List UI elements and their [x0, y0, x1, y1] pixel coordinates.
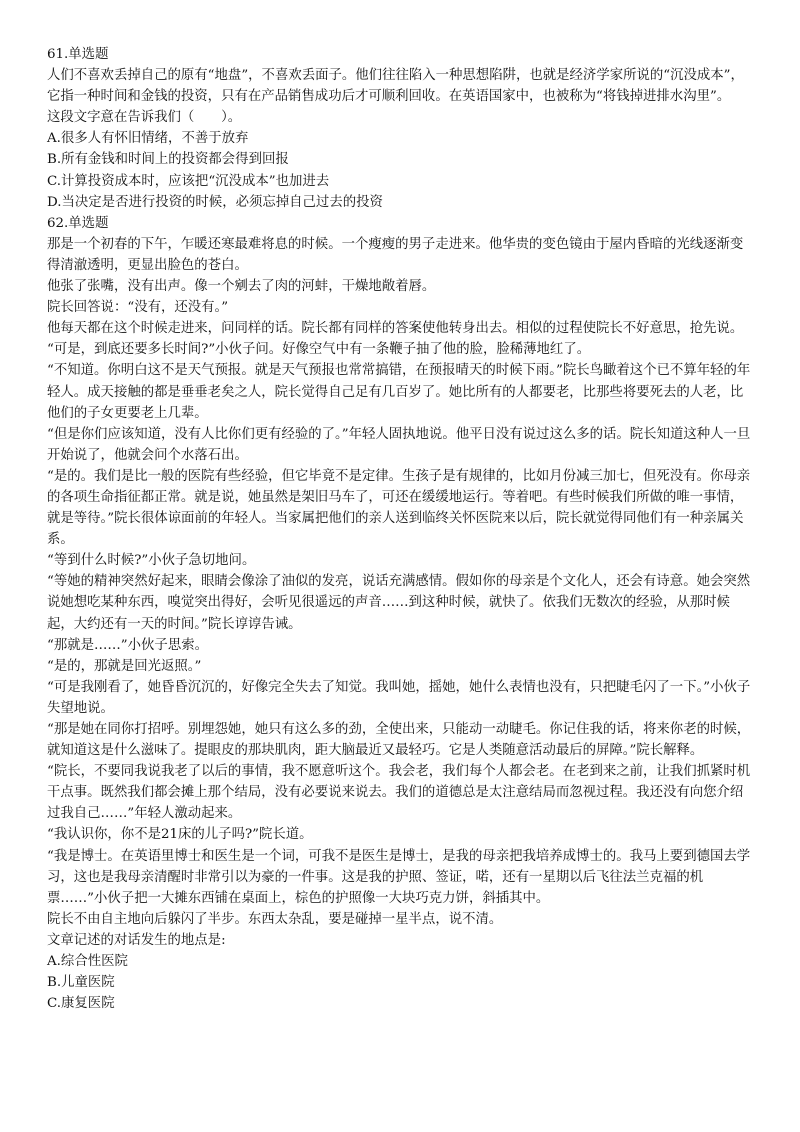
question-stem: 这段文字意在告诉我们（ ）。 [47, 110, 242, 126]
passage-paragraph: “我是博士。在英语里博士和医生是一个词，可我不是医生是博士，是我的母亲把我培养成博士的。我马上要到德国去学习，这也是我母亲清醒时非常引以为豪的一件事。这是我的护照、签证，喏，还有一星期以后飞往法兰克福的机票……”小伙子把一大摊东西铺在桌面上，棕色的护照像一大块巧克力饼，斜插其中。 [47, 848, 751, 906]
passage-paragraph: “院长，不要同我说我老了以后的事情，我不愿意听这个。我会老，我们每个人都会老。在老到来之前，让我们抓紧时机干点事。既然我们都会摊上那个结局，没有必要说来说去。我们的道德总是太注意结局而忽视过程。我还没有向您介绍过我自己……”年轻人激动起来。 [47, 764, 751, 822]
passage-text: 人们不喜欢丢掉自己的原有“地盘”，不喜欢丢面子。他们往往陷入一种思想陷阱，也就是经济学家所说的“沉没成本”，它指一种时间和金钱的投资，只有在产品销售成功后才可顺利回收。在英语国家中，也被称为“将钱掉进排水沟里”。 [47, 68, 744, 105]
option-d[interactable]: D.当决定是否进行投资的时候，必须忘掉自己过去的投资 [47, 194, 383, 210]
question-header: 61.单选题 [47, 47, 109, 62]
passage-paragraph: “不知道。你明白这不是天气预报。就是天气预报也常常搞错，在预报晴天的时候下雨。”院长鸟瞰着这个已不算年轻的年轻人。成天接触的都是垂垂老矣之人，院长觉得自己足有几百岁了。她比所有的人都要老，比那些将要死去的人老，比他们的子女更要老上几辈。 [47, 363, 751, 421]
passage-paragraph: “但是你们应该知道，没有人比你们更有经验的了。”年轻人固执地说。他平日没有说过这么多的话。院长知道这种人一旦开始说了，他就会问个水落石出。 [47, 426, 751, 463]
question-stem: 文章记述的对话发生的地点是: [47, 932, 226, 948]
passage-paragraph: “我认识你，你不是21床的儿子吗?”院长道。 [47, 827, 313, 843]
question-62 [47, 213, 754, 1015]
passage-paragraph: “那就是……”小伙子思索。 [47, 637, 208, 653]
question-61 [47, 44, 754, 213]
passage-paragraph: 他每天都在这个时候走进来，问同样的话。院长都有同样的答案使他转身出去。相似的过程使院长不好意思，抢先说。 [47, 321, 744, 337]
passage-paragraph: 他张了张嘴，没有出声。像一个剜去了肉的河蚌，干燥地敞着唇。 [47, 279, 436, 295]
passage-paragraph: “等她的精神突然好起来，眼睛会像涂了油似的发亮，说话充满感情。假如你的母亲是个文化人，还会有诗意。她会突然说她想吃某种东西，嗅觉突出得好，会听见很遥远的声音……到这种时候，就快了。依我们无数次的经验，从那时候起，大约还有一天的时间。”院长谆谆告诫。 [47, 574, 751, 632]
passage-paragraph: “是的，那就是回光返照。” [47, 658, 202, 674]
option-c[interactable]: C.计算投资成本时，应该把“沉没成本”也加进去 [47, 173, 330, 189]
passage-paragraph: 院长回答说：“没有，还没有。” [47, 300, 229, 316]
option-b[interactable]: B.儿童医院 [47, 975, 115, 991]
passage-paragraph: “等到什么时候?”小伙子急切地问。 [47, 553, 256, 569]
passage-paragraph: “是的。我们是比一般的医院有些经验，但它毕竟不是定律。生孩子是有规律的，比如月份减三加七，但死没有。你母亲的各项生命指征都正常。就是说，她虽然是架旧马车了，可还在缓缓地运行。等着吧。有些时候我们所做的唯一事情，就是等待。”院长很体谅面前的年轻人。当家属把他们的亲人送到临终关怀医院来以后，院长就觉得同他们有一种亲属关系。 [47, 468, 751, 548]
option-a[interactable]: A.很多人有怀旧情绪，不善于放弃 [47, 131, 249, 147]
question-header: 62.单选题 [47, 215, 109, 231]
option-c[interactable]: C.康复医院 [47, 996, 115, 1012]
passage-paragraph: 院长不由自主地向后躲闪了半步。东西太杂乱，要是碰掉一星半点，说不清。 [47, 911, 503, 927]
option-a[interactable]: A.综合性医院 [47, 954, 128, 970]
passage-paragraph: “可是我刚看了，她昏昏沉沉的，好像完全失去了知觉。我叫她，摇她，她什么表情也没有，只把睫毛闪了一下。”小伙子失望地说。 [47, 679, 751, 716]
option-b[interactable]: B.所有金钱和时间上的投资都会得到回报 [47, 152, 289, 168]
passage-paragraph: “可是，到底还要多长时间?”小伙子问。好像空气中有一条鞭子抽了他的脸，脸稀薄地红了。 [47, 342, 591, 358]
passage-paragraph: 那是一个初春的下午，乍暖还寒最难将息的时候。一个瘦瘦的男子走进来。他华贵的变色镜由于屋内昏暗的光线逐渐变得清澈透明，更显出脸色的苍白。 [47, 236, 744, 273]
passage-paragraph: “那是她在同你打招呼。别埋怨她，她只有这么多的劲，全使出来，只能动一动睫毛。你记住我的话，将来你老的时候，就知道这是什么滋味了。提眼皮的那块肌肉，距大脑最近又最轻巧。它是人类随意活动最后的屏障。”院长解释。 [47, 722, 751, 759]
